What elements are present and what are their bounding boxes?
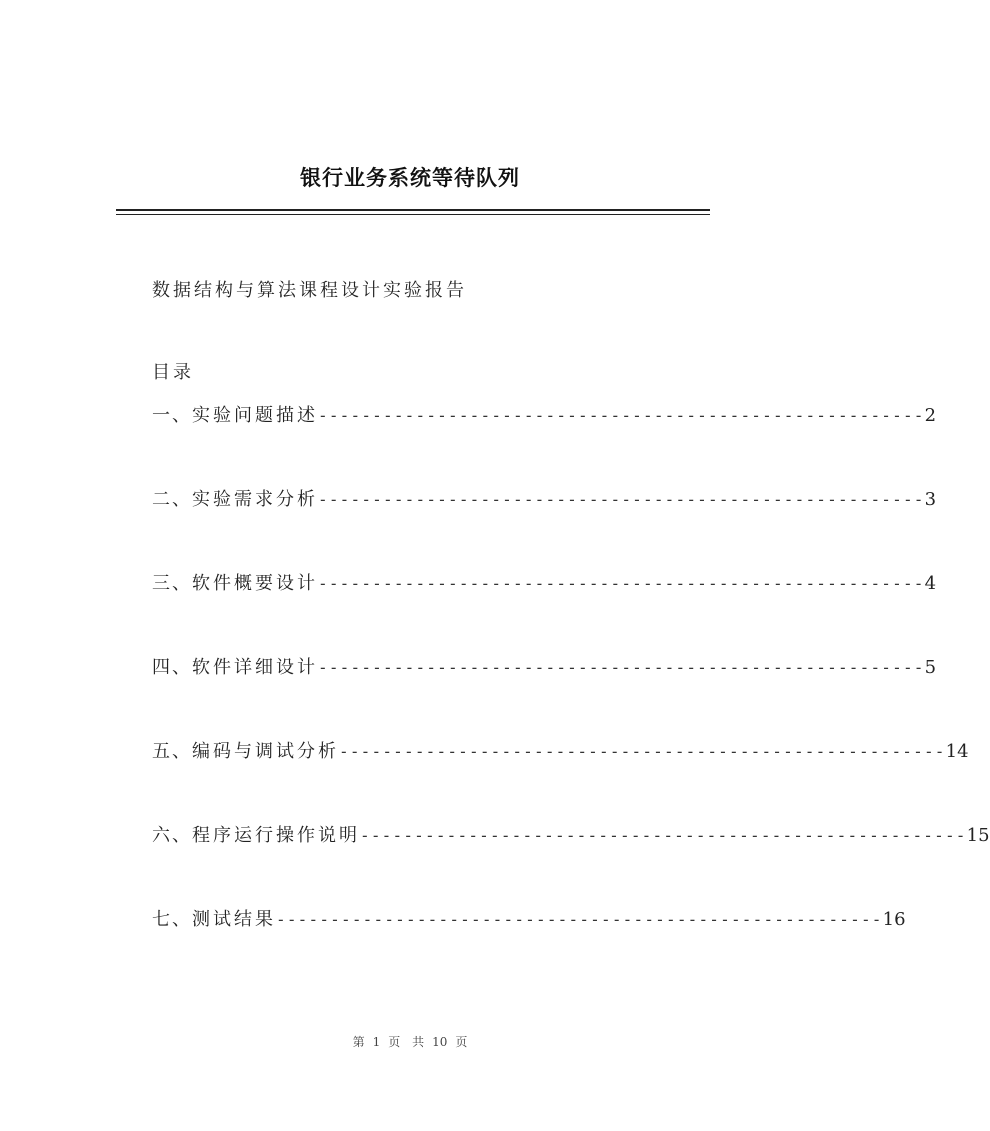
footer-suffix: 页 — [455, 1035, 468, 1049]
toc-item-page: 4 — [924, 573, 937, 594]
toc-item[interactable] — [152, 569, 937, 595]
toc-item-label: 程序运行操作说明 — [192, 825, 360, 846]
footer-total-pages: 10 — [432, 1035, 448, 1049]
toc-item-page: 16 — [882, 909, 906, 930]
report-subtitle: 数据结构与算法课程设计实验报告 — [152, 280, 467, 301]
footer-middle: 页 共 — [388, 1035, 425, 1049]
document-title: 银行业务系统等待队列 — [300, 166, 520, 190]
toc-item-number: 三、 — [152, 573, 192, 594]
toc-item-page: 2 — [924, 405, 937, 426]
toc-item-number: 七、 — [152, 909, 192, 930]
footer-page-number: 1 — [372, 1035, 381, 1049]
toc-item[interactable] — [152, 905, 906, 931]
toc-dot-leader: -------------------------------------------------------- — [318, 490, 925, 509]
footer-prefix: 第 — [352, 1035, 365, 1049]
toc-dot-leader: -------------------------------------------------------- — [276, 910, 883, 929]
toc-item-number: 四、 — [152, 657, 192, 678]
toc-item-page: 14 — [945, 741, 969, 762]
toc-dot-leader: -------------------------------------------------------- — [318, 574, 925, 593]
title-rule-thick — [116, 209, 710, 211]
toc-heading: 目录 — [152, 362, 194, 383]
toc-item-label: 实验问题描述 — [192, 405, 318, 426]
toc-item[interactable] — [152, 485, 937, 511]
toc-item-number: 一、 — [152, 405, 192, 426]
toc-dot-leader: -------------------------------------------------------- — [318, 658, 925, 677]
toc-item-page: 5 — [924, 657, 937, 678]
toc-item-page: 15 — [966, 825, 990, 846]
toc-item-page: 3 — [924, 489, 937, 510]
toc-item-number: 二、 — [152, 489, 192, 510]
toc-item-label: 编码与调试分析 — [192, 741, 339, 762]
toc-item-label: 软件详细设计 — [192, 657, 318, 678]
title-rule-thin — [116, 214, 710, 215]
toc-item[interactable] — [152, 653, 937, 679]
toc-dot-leader: -------------------------------------------------------- — [318, 406, 925, 425]
toc-item-label: 实验需求分析 — [192, 489, 318, 510]
page-footer — [0, 1033, 820, 1050]
toc-dot-leader: -------------------------------------------------------- — [360, 826, 967, 845]
toc-item-label: 测试结果 — [192, 909, 276, 930]
toc-item[interactable] — [152, 737, 969, 763]
toc-dot-leader: -------------------------------------------------------- — [339, 742, 946, 761]
toc-item[interactable] — [152, 401, 937, 427]
toc-item-number: 五、 — [152, 741, 192, 762]
toc-item-label: 软件概要设计 — [192, 573, 318, 594]
toc-item-number: 六、 — [152, 825, 192, 846]
toc-item[interactable] — [152, 821, 990, 847]
